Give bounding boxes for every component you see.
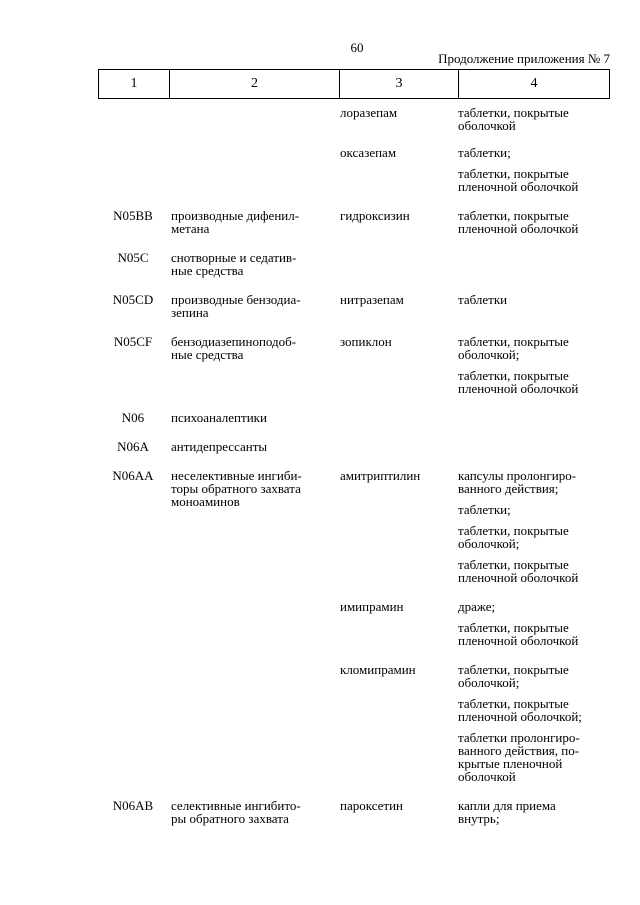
dosage-forms-cell <box>455 600 610 647</box>
group-name-cell: бензодиазепиноподоб- ные средства <box>171 334 297 362</box>
dosage-form-item: таблетки, покрытые пленочной оболочкой <box>458 620 579 648</box>
header-col-4: 4 <box>530 76 538 91</box>
group-name-cell <box>168 106 337 132</box>
table-header <box>98 69 610 99</box>
atc-code-cell <box>98 663 168 783</box>
table-row <box>98 251 610 277</box>
atc-code-cell: N06AA <box>112 468 154 483</box>
group-name-cell: селективные ингибито- ры обратного захвата <box>171 798 301 826</box>
table-row <box>98 799 610 825</box>
dosage-forms-cell <box>455 146 610 193</box>
drug-name-cell <box>337 440 455 453</box>
drug-name-cell <box>337 251 455 277</box>
table-row <box>98 663 610 783</box>
group-name-cell: производные бензодиа- зепина <box>171 292 301 320</box>
table-row <box>98 293 610 319</box>
group-name-cell: производные дифенил- метана <box>171 208 300 236</box>
continuation-label: Продолжение приложения № 7 <box>438 51 610 66</box>
dosage-forms-cell <box>455 440 610 453</box>
group-name-cell <box>168 600 337 647</box>
group-name-cell: неселективные ингиби- торы обратного захвата моноаминов <box>171 468 302 509</box>
dosage-forms-cell <box>455 799 610 825</box>
drug-name-cell: пароксетин <box>340 798 404 813</box>
table-row <box>98 600 610 647</box>
dosage-forms-cell <box>455 106 610 132</box>
dosage-forms-cell <box>455 251 610 277</box>
atc-code-cell: N06 <box>121 410 145 425</box>
dosage-forms-cell <box>455 293 610 319</box>
group-name-cell: снотворные и седатив- ные средства <box>171 250 297 278</box>
atc-code-cell: N05BB <box>113 208 153 223</box>
dosage-form-item: таблетки, покрытые пленочной оболочкой <box>458 166 579 194</box>
drug-name-cell: кломипрамин <box>340 662 416 677</box>
drug-name-cell: нитразепам <box>340 292 404 307</box>
table-row <box>98 469 610 584</box>
drug-name-cell: гидроксизин <box>340 208 410 223</box>
drug-name-cell: оксазепам <box>340 145 397 160</box>
group-name-cell: антидепрессанты <box>171 439 268 454</box>
page-number: 60 <box>350 40 364 55</box>
drug-name-cell: лоразепам <box>340 105 398 120</box>
atc-code-cell: N06A <box>117 439 149 454</box>
atc-code-cell <box>98 146 168 193</box>
table-row <box>98 106 610 132</box>
drug-name-cell: имипрамин <box>340 599 404 614</box>
dosage-form-item: капли для приема внутрь; <box>458 798 556 826</box>
atc-code-cell <box>98 600 168 647</box>
table-row <box>98 335 610 395</box>
dosage-forms-cell <box>455 209 610 235</box>
dosage-form-item: таблетки, покрытые оболочкой <box>458 105 569 133</box>
table-row <box>98 411 610 424</box>
dosage-forms-cell <box>455 411 610 424</box>
table-body <box>98 106 610 825</box>
drug-name-cell <box>337 411 455 424</box>
atc-code-cell: N06AB <box>112 798 154 813</box>
dosage-form-item: таблетки, покрытые пленочной оболочкой <box>458 557 579 585</box>
atc-code-cell: N05CD <box>112 292 154 307</box>
table-row <box>98 146 610 193</box>
group-name-cell <box>168 663 337 783</box>
drug-name-cell: зопиклон <box>340 334 392 349</box>
dosage-form-item: таблетки; <box>458 145 511 160</box>
header-col-2: 2 <box>170 70 340 98</box>
atc-code-cell: N05C <box>117 250 149 265</box>
dosage-form-item: таблетки, покрытые оболочкой; <box>458 523 569 551</box>
dosage-form-item: таблетки; <box>458 502 511 517</box>
dosage-form-item: таблетки пролонгиро- ванного действия, по- крытые пленочной оболочкой <box>458 730 580 784</box>
table-row <box>98 209 610 235</box>
dosage-form-item: таблетки, покрытые оболочкой; <box>458 662 569 690</box>
dosage-forms-cell <box>455 335 610 395</box>
dosage-form-item: драже; <box>458 599 496 614</box>
dosage-form-item: таблетки, покрытые пленочной оболочкой; <box>458 696 582 724</box>
dosage-form-item: таблетки, покрытые пленочной оболочкой <box>458 208 579 236</box>
dosage-form-item: таблетки, покрытые пленочной оболочкой <box>458 368 579 396</box>
dosage-forms-cell <box>455 663 610 783</box>
dosage-form-item: таблетки <box>458 292 508 307</box>
dosage-forms-cell <box>455 469 610 584</box>
dosage-form-item: капсулы пролонгиро- ванного действия; <box>458 468 577 496</box>
atc-code-cell <box>98 106 168 132</box>
group-name-cell <box>168 146 337 193</box>
header-col-1: 1 <box>99 70 170 98</box>
table-row <box>98 440 610 453</box>
atc-code-cell: N05CF <box>113 334 153 349</box>
group-name-cell: психоаналептики <box>171 410 267 425</box>
drug-name-cell: амитриптилин <box>340 468 421 483</box>
header-col-3: 3 <box>340 70 459 98</box>
dosage-form-item: таблетки, покрытые оболочкой; <box>458 334 569 362</box>
